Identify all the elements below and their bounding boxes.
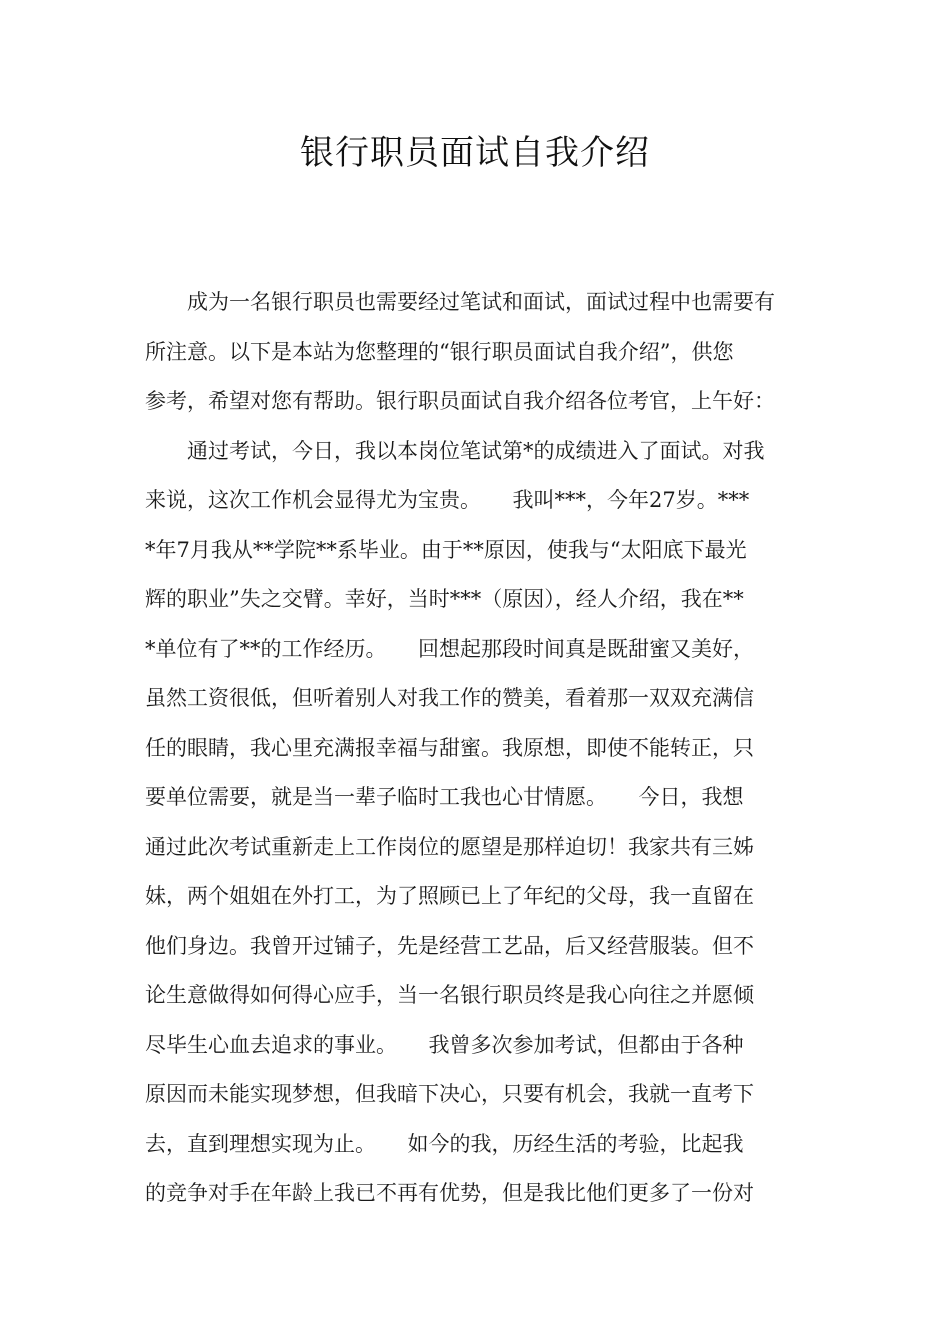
body-line: *单位有了**的工作经历。 回想起那段时间真是既甜蜜又美好，: [145, 636, 754, 661]
body-line: 要单位需要，就是当一辈子临时工我也心甘情愿。 今日，我想: [145, 785, 744, 809]
body-line: *年7月我从**学院**系毕业。由于**原因，使我与“太阳底下最光: [145, 537, 747, 562]
body-line: 参考，希望对您有帮助。银行职员面试自我介绍各位考官，上午好：: [145, 389, 775, 413]
body-line: 虽然工资很低，但听着别人对我工作的赞美，看着那一双双充满信: [145, 686, 754, 710]
body-line: 成为一名银行职员也需要经过笔试和面试，面试过程中也需要有: [145, 290, 775, 314]
body-line: 通过此次考试重新走上工作岗位的愿望是那样迫切！我家共有三姊: [145, 834, 754, 859]
document-title: 银行职员面试自我介绍: [300, 133, 650, 173]
document-body: [145, 278, 825, 1219]
body-line: 来说，这次工作机会显得尤为宝贵。 我叫***，今年27岁。***: [145, 488, 750, 512]
body-line: 去，直到理想实现为止。 如今的我，历经生活的考验，比起我: [145, 1131, 744, 1156]
body-line: 辉的职业”失之交臂。幸好，当时***（原因），经人介绍，我在**: [145, 587, 744, 611]
body-line: 任的眼睛，我心里充满报幸福与甜蜜。我原想，即使不能转正，只: [145, 735, 754, 760]
body-line: 他们身边。我曾开过铺子，先是经营工艺品，后又经营服装。但不: [145, 933, 754, 958]
body-line: 所注意。以下是本站为您整理的“银行职员面试自我介绍”，供您: [145, 339, 734, 364]
body-line: 原因而未能实现梦想，但我暗下决心，只要有机会，我就一直考下: [145, 1082, 754, 1106]
body-line: 通过考试，今日，我以本岗位笔试第*的成绩进入了面试。对我: [145, 438, 765, 463]
body-line: 的竞争对手在年龄上我已不再有优势，但是我比他们更多了一份对: [145, 1181, 754, 1205]
body-line: 论生意做得如何得心应手，当一名银行职员终是我心向往之并愿倾: [145, 983, 754, 1007]
body-line: 妹，两个姐姐在外打工，为了照顾已上了年纪的父母，我一直留在: [145, 884, 754, 908]
body-line: 尽毕生心血去追求的事业。 我曾多次参加考试，但都由于各种: [145, 1032, 744, 1057]
